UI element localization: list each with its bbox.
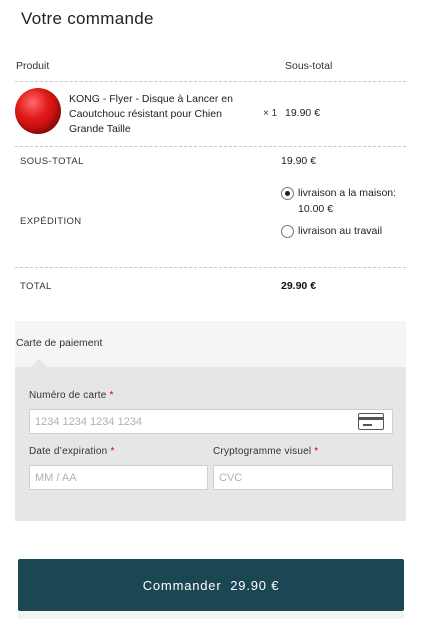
product-quantity: × 1 <box>263 108 278 119</box>
order-title: Votre commande <box>21 9 154 28</box>
subtotal-value: 19.90 € <box>281 155 317 167</box>
cvc-label: Cryptogramme visuel * <box>213 446 319 457</box>
divider <box>15 267 406 268</box>
place-order-label: Commander <box>142 577 222 593</box>
cvc-input[interactable] <box>213 465 393 490</box>
card-number-label: Numéro de carte * <box>29 390 114 401</box>
payment-tab[interactable] <box>15 321 406 367</box>
required-mark: * <box>110 446 115 457</box>
shipping-option-label: livraison au travail <box>298 225 383 237</box>
divider <box>15 146 406 147</box>
product-price: 19.90 € <box>285 107 321 119</box>
expiry-input[interactable] <box>29 465 208 490</box>
credit-card-icon <box>358 413 384 430</box>
place-order-amount: 29.90 € <box>230 577 280 593</box>
subtotal-label: SOUS-TOTAL <box>20 156 84 167</box>
product-name: KONG - Flyer - Disque à Lancer en Caoutchouc résistant pour Chien Grande Taille <box>69 93 233 135</box>
place-order-button[interactable] <box>18 559 404 611</box>
column-header-product: Produit <box>16 60 50 72</box>
card-number-input[interactable] <box>29 409 393 434</box>
product-image <box>15 88 61 134</box>
radio-checked-icon[interactable] <box>281 187 294 200</box>
shipping-option-home[interactable] <box>281 185 410 217</box>
shipping-label: EXPÉDITION <box>20 216 82 227</box>
payment-tab-label: Carte de paiement <box>16 337 103 349</box>
radio-unchecked-icon[interactable] <box>281 225 294 238</box>
column-header-subtotal: Sous-total <box>285 60 333 72</box>
button-shadow <box>18 611 404 619</box>
payment-tab-pointer <box>31 359 47 367</box>
shipping-option-label: livraison a la maison: 10.00 € <box>298 187 397 215</box>
expiry-label: Date d’expiration * <box>29 446 115 457</box>
required-mark: * <box>314 446 319 457</box>
divider <box>15 81 406 82</box>
total-value: 29.90 € <box>281 280 317 292</box>
total-label: TOTAL <box>20 281 52 292</box>
required-mark: * <box>109 390 114 401</box>
shipping-option-work[interactable] <box>281 223 418 239</box>
